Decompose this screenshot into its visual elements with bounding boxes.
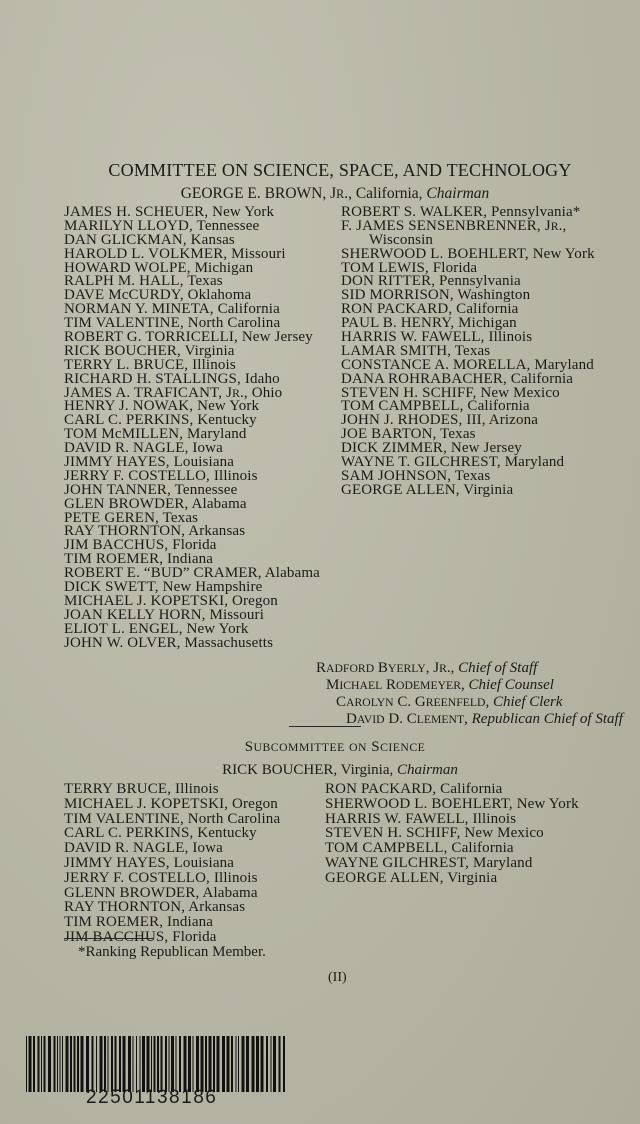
barcode-bar [66, 1036, 69, 1092]
barcode-bar [231, 1036, 233, 1092]
barcode-bar [238, 1036, 239, 1092]
member-name: TOM LEWIS, Florida [341, 259, 478, 276]
barcode-number: 22501138186 [86, 1087, 218, 1108]
barcode-bar [154, 1036, 156, 1092]
subcommittee-member-name: TIM VALENTINE, North Carolina [64, 810, 281, 827]
barcode-bar [213, 1036, 215, 1092]
barcode-bar [246, 1036, 249, 1092]
staff-list [316, 660, 623, 728]
barcode-bar [222, 1036, 225, 1092]
subcommittee-chairman [0, 762, 640, 779]
barcode-bar [115, 1036, 117, 1092]
member-name: SAM JOHNSON, Texas [341, 467, 491, 484]
member-name: DICK SWETT, New Hampshire [64, 579, 263, 596]
subcommittee-member-name: RAY THORNTON, Arkansas [64, 899, 246, 916]
member-name: RICK BOUCHER, Virginia [64, 342, 235, 359]
barcode-bar [196, 1036, 199, 1092]
member-name: STEVEN H. SCHIFF, New Mexico [341, 384, 560, 401]
member-name: DICK ZIMMER, New Jersey [341, 440, 522, 457]
member-name: JOAN KELLY HORN, Missouri [64, 606, 265, 623]
barcode-bar [188, 1036, 191, 1092]
subcommittee-chair-role: Chairman [396, 762, 458, 778]
barcode-bar [60, 1036, 61, 1092]
barcode-bar [205, 1036, 207, 1092]
subcommittee-member-name: RON PACKARD, California [325, 781, 503, 797]
staff-name: DAVID D. CLEMENT, [346, 711, 468, 727]
barcode-bar [266, 1036, 268, 1092]
barcode-bar [92, 1036, 94, 1092]
barcode-bar [165, 1036, 167, 1092]
staff-title: Chief Counsel [468, 677, 554, 693]
barcode-bar [184, 1036, 187, 1092]
barcode-bar [169, 1036, 170, 1092]
member-name: RICHARD H. STALLINGS, Idaho [64, 370, 280, 387]
suffix-small-caps: JR. [544, 217, 563, 234]
barcode-bar [70, 1036, 72, 1092]
subcommittee-title-text: SUBCOMMITTEE ON SCIENCE [244, 739, 426, 755]
barcode-bar [273, 1036, 276, 1092]
barcode-bar [142, 1036, 145, 1092]
member-name: HARRIS W. FAWELL, Illinois [341, 329, 533, 346]
member-name: JOHN W. OLVER, Massachusetts [64, 634, 274, 651]
footnote: *Ranking Republican Member. [78, 944, 266, 960]
member-name: MICHAEL J. KOPETSKI, Oregon [64, 592, 278, 609]
staff-title: Republican Chief of Staff [471, 711, 623, 727]
staff-name: MICHAEL RODEMEYER, [326, 677, 465, 693]
staff-member [316, 711, 623, 728]
subcommittee-chair-name: RICK BOUCHER, Virginia, [222, 762, 394, 778]
member-name: JOHN J. RHODES, III, Arizona [341, 412, 539, 429]
barcode-bar [48, 1036, 51, 1092]
barcode-bar [38, 1036, 40, 1092]
subcommittee-member-name: GLENN BROWDER, Alabama [64, 884, 258, 901]
subcommittee-title [0, 739, 640, 756]
barcode-bar [44, 1036, 46, 1092]
barcode-bar [104, 1036, 106, 1092]
subcommittee-member-name: TERRY BRUCE, Illinois [64, 781, 219, 797]
member-name: HENRY J. NOWAK, New York [64, 398, 260, 415]
member-name: DON RITTER, Pennsylvania [341, 273, 521, 290]
barcode-bar [261, 1036, 264, 1092]
subcommittee-member-name: CARL C. PERKINS, Kentucky [64, 825, 257, 842]
barcode-bar [29, 1036, 32, 1092]
barcode-bar [57, 1036, 58, 1092]
barcode-bar [54, 1036, 56, 1092]
barcode-bar [227, 1036, 230, 1092]
barcode-bar [108, 1036, 109, 1092]
footnote-divider [64, 938, 154, 939]
subcommittee-majority-list [64, 782, 280, 945]
barcode-bar [81, 1036, 84, 1092]
barcode-bar [201, 1036, 204, 1092]
member-name: NORMAN Y. MINETA, California [64, 301, 280, 318]
barcode-bar [193, 1036, 194, 1092]
barcode-bar [77, 1036, 79, 1092]
barcode-bar [176, 1036, 177, 1092]
barcode-bar [133, 1036, 134, 1092]
page-number: (II) [328, 970, 347, 985]
barcode-image [26, 1036, 288, 1092]
barcode-bar [236, 1036, 237, 1092]
member-name: JOHN TANNER, Tennessee [64, 481, 238, 498]
barcode-bar [242, 1036, 245, 1092]
member-name: CARL C. PERKINS, Kentucky [64, 412, 257, 429]
member-name: TOM CAMPBELL, California [341, 398, 530, 415]
barcode-bar [26, 1036, 27, 1092]
subcommittee-member-name: HARRIS W. FAWELL, Illinois [325, 810, 517, 827]
barcode-bar [217, 1036, 220, 1092]
member-name: ROBERT E. “BUD” CRAMER, Alabama [64, 565, 320, 582]
subcommittee-member-name: SHERWOOD L. BOEHLERT, New York [325, 795, 579, 812]
member-name: DAN GLICKMAN, Kansas [64, 231, 235, 248]
member-name: JIMMY HAYES, Louisiana [64, 454, 235, 471]
member-name: WAYNE T. GILCHREST, Maryland [341, 454, 565, 471]
barcode-bar [33, 1036, 35, 1092]
member-name: JAMES H. SCHEUER, New York [64, 204, 275, 220]
barcode-bar [271, 1036, 272, 1092]
subcommittee-member-name: MICHAEL J. KOPETSKI, Oregon [64, 795, 278, 812]
staff-member [316, 677, 623, 694]
staff-title: Chief Clerk [492, 694, 563, 710]
subcommittee-minority-list [325, 782, 579, 886]
barcode-bar [86, 1036, 89, 1092]
member-name: TOM McMILLEN, Maryland [64, 426, 247, 443]
barcode-bar [128, 1036, 131, 1092]
barcode-bar [111, 1036, 113, 1092]
member-name: DANA ROHRABACHER, California [341, 370, 574, 387]
staff-name: RADFORD BYERLY, JR., [316, 660, 455, 676]
member-name: LAMAR SMITH, Texas [341, 342, 491, 359]
member-name: JERRY F. COSTELLO, Illinois [64, 467, 258, 484]
subcommittee-member-name: STEVEN H. SCHIFF, New Mexico [325, 825, 544, 842]
barcode-bar [279, 1036, 281, 1092]
member-name: JAMES A. TRAFICANT, JR., Ohio [64, 384, 283, 401]
member-name: SHERWOOD L. BOEHLERT, New York [341, 245, 595, 262]
staff-title: Chief of Staff [458, 660, 538, 676]
section-divider [289, 726, 361, 727]
barcode-bar [41, 1036, 42, 1092]
barcode-bar [209, 1036, 212, 1092]
member-name: RON PACKARD, California [341, 301, 519, 318]
barcode-bar [161, 1036, 163, 1092]
member-name: TIM ROEMER, Indiana [64, 551, 214, 568]
subcommittee-member-name: WAYNE GILCHREST, Maryland [325, 854, 533, 871]
member-name: HAROLD L. VOLKMER, Missouri [64, 245, 286, 262]
subcommittee-member-name: TIM ROEMER, Indiana [64, 914, 214, 931]
staff-member [316, 660, 623, 677]
member-name: ELIOT L. ENGEL, New York [64, 620, 249, 637]
member-name: ROBERT G. TORRICELLI, New Jersey [64, 329, 313, 346]
member-name: TERRY L. BRUCE, Illinois [64, 356, 236, 373]
subcommittee-member-name: JERRY F. COSTELLO, Illinois [64, 869, 258, 886]
barcode-bar [147, 1036, 150, 1092]
member-name: F. JAMES SENSENBRENNER, JR., [341, 217, 567, 234]
subcommittee-member-name: TOM CAMPBELL, California [325, 840, 514, 857]
barcode-bar [179, 1036, 181, 1092]
barcode-bar [123, 1036, 126, 1092]
chairman-role: Chairman [426, 185, 490, 202]
member-name: GEORGE ALLEN, Virginia [341, 481, 514, 498]
committee-chairman [0, 185, 640, 203]
member-name: ROBERT S. WALKER, Pennsylvania* [341, 204, 581, 220]
member-name: RALPH M. HALL, Texas [64, 273, 223, 290]
minority-members-list [341, 206, 595, 498]
barcode-bar [256, 1036, 259, 1092]
suffix-small-caps: JR. [226, 384, 244, 401]
subcommittee-member-name: GEORGE ALLEN, Virginia [325, 869, 498, 886]
member-name: PETE GEREN, Texas [64, 509, 199, 526]
barcode-bar [252, 1036, 255, 1092]
subcommittee-member-name: DAVID R. NAGLE, Iowa [64, 840, 223, 857]
committee-title: COMMITTEE ON SCIENCE, SPACE, AND TECHNOLOGY [108, 160, 572, 180]
member-name: RAY THORNTON, Arkansas [64, 523, 246, 540]
barcode-bar [171, 1036, 174, 1092]
barcode-bar [283, 1036, 285, 1092]
chairman-name: GEORGE E. BROWN, JR., California, [180, 185, 423, 202]
barcode-bar [140, 1036, 141, 1092]
subcommittee-member-name: JIM BACCHUS, Florida [64, 928, 217, 945]
barcode-bar [136, 1036, 137, 1092]
member-name: DAVID R. NAGLE, Iowa [64, 440, 223, 457]
majority-members-list [64, 206, 320, 651]
member-name: TIM VALENTINE, North Carolina [64, 315, 281, 332]
staff-member [316, 694, 623, 711]
member-name: JIM BACCHUS, Florida [64, 537, 217, 554]
barcode-bar [96, 1036, 97, 1092]
member-name: MARILYN LLOYD, Tennessee [64, 217, 260, 234]
member-name: CONSTANCE A. MORELLA, Maryland [341, 356, 594, 373]
member-name: PAUL B. HENRY, Michigan [341, 315, 517, 332]
member-name: HOWARD WOLPE, Michigan [64, 259, 254, 276]
barcode-bar [151, 1036, 152, 1092]
barcode-bar [62, 1036, 63, 1092]
member-name: GLEN BROWDER, Alabama [64, 495, 247, 512]
member-name: SID MORRISON, Washington [341, 287, 531, 304]
member-name: Wisconsin [369, 231, 434, 248]
subcommittee-member-name: JIMMY HAYES, Louisiana [64, 854, 235, 871]
barcode-bar [157, 1036, 159, 1092]
barcode-bar [100, 1036, 103, 1092]
member-name: JOE BARTON, Texas [341, 426, 476, 443]
staff-name: CAROLYN C. GREENFELD, [336, 694, 490, 710]
barcode-bar [74, 1036, 76, 1092]
barcode-bar [119, 1036, 121, 1092]
member-name: DAVE McCURDY, Oklahoma [64, 287, 252, 304]
